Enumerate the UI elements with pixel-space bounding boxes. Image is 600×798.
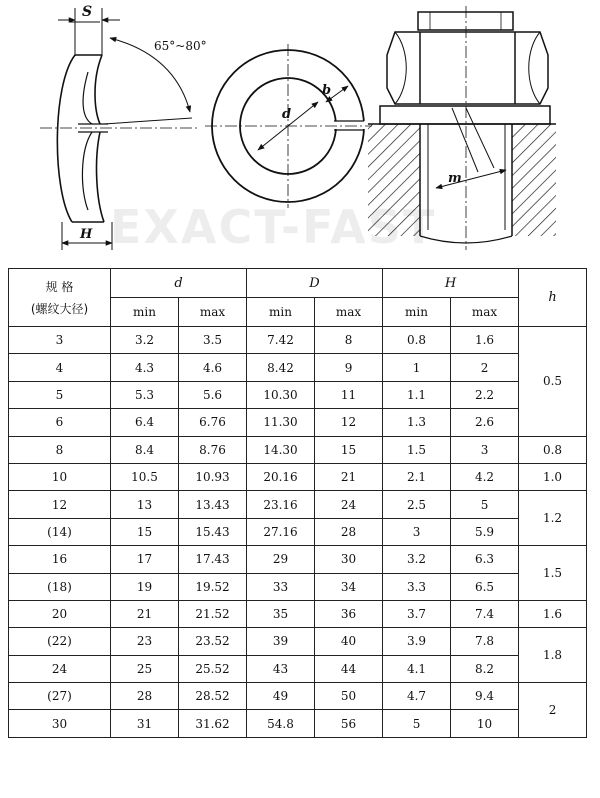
table-row [9, 600, 587, 627]
cell-D-max: 40 [315, 628, 383, 655]
cell-H-min: 1.3 [383, 409, 451, 436]
table-row [9, 655, 587, 682]
cell-H-min: 3.2 [383, 546, 451, 573]
cell-H-min: 3.7 [383, 600, 451, 627]
table-row [9, 683, 587, 710]
spec-header-line1: 规 格 [45, 279, 74, 294]
cell-D-max: 11 [315, 381, 383, 408]
cell-D-max: 56 [315, 710, 383, 737]
cell-D-max: 8 [315, 327, 383, 354]
b-label: b [322, 83, 332, 98]
cell-d-max: 19.52 [179, 573, 247, 600]
s-label: S [82, 4, 93, 20]
m-label: m [448, 171, 462, 186]
washer-top-view [205, 44, 372, 208]
cell-spec: (22) [9, 628, 111, 655]
cell-spec: (14) [9, 518, 111, 545]
cell-H-max: 1.6 [451, 327, 519, 354]
cell-H-max: 5 [451, 491, 519, 518]
cell-D-min: 54.8 [247, 710, 315, 737]
cell-H-max: 7.4 [451, 600, 519, 627]
watermark: EXACT-FAST [110, 200, 437, 254]
cell-d-min: 25 [111, 655, 179, 682]
cell-H-max: 3 [451, 436, 519, 463]
cell-d-max: 17.43 [179, 546, 247, 573]
cell-d-max: 15.43 [179, 518, 247, 545]
cell-d-min: 10.5 [111, 463, 179, 490]
cell-H-max: 5.9 [451, 518, 519, 545]
cell-H-min: 2.1 [383, 463, 451, 490]
cell-D-max: 50 [315, 683, 383, 710]
cell-D-min: 11.30 [247, 409, 315, 436]
cell-D-max: 30 [315, 546, 383, 573]
cell-spec: 24 [9, 655, 111, 682]
cell-D-min: 7.42 [247, 327, 315, 354]
group-header-D: D [247, 269, 383, 298]
h-header: h [519, 269, 587, 327]
cell-d-min: 4.3 [111, 354, 179, 381]
cell-H-min: 3 [383, 518, 451, 545]
cell-spec: (27) [9, 683, 111, 710]
cell-H-max: 7.8 [451, 628, 519, 655]
cell-d-max: 31.62 [179, 710, 247, 737]
cell-spec: 4 [9, 354, 111, 381]
cell-spec: 5 [9, 381, 111, 408]
cell-D-min: 33 [247, 573, 315, 600]
cell-d-min: 5.3 [111, 381, 179, 408]
cell-H-min: 3.9 [383, 628, 451, 655]
cell-d-min: 28 [111, 683, 179, 710]
cell-spec: 10 [9, 463, 111, 490]
cell-spec: 12 [9, 491, 111, 518]
cell-D-max: 34 [315, 573, 383, 600]
cell-D-min: 49 [247, 683, 315, 710]
table-row [9, 710, 587, 737]
cell-D-max: 21 [315, 463, 383, 490]
angle-label: 65°~80° [154, 39, 207, 53]
subheader-max: max [451, 298, 519, 327]
cell-D-max: 15 [315, 436, 383, 463]
cell-d-min: 23 [111, 628, 179, 655]
cell-h: 1.2 [519, 491, 587, 546]
cell-D-max: 24 [315, 491, 383, 518]
cell-H-max: 2 [451, 354, 519, 381]
table-row [9, 546, 587, 573]
cell-h: 0.5 [519, 327, 587, 437]
cell-D-min: 20.16 [247, 463, 315, 490]
cell-D-max: 28 [315, 518, 383, 545]
table-row [9, 409, 587, 436]
cell-d-max: 10.93 [179, 463, 247, 490]
cell-D-min: 8.42 [247, 354, 315, 381]
cell-H-min: 4.7 [383, 683, 451, 710]
cell-spec: 3 [9, 327, 111, 354]
cell-H-min: 0.8 [383, 327, 451, 354]
table-row [9, 436, 587, 463]
spec-header-line2: (螺纹大径) [30, 301, 89, 316]
cell-d-max: 23.52 [179, 628, 247, 655]
subheader-min: min [111, 298, 179, 327]
cell-spec: (18) [9, 573, 111, 600]
cell-D-min: 43 [247, 655, 315, 682]
cell-d-min: 17 [111, 546, 179, 573]
cell-d-max: 28.52 [179, 683, 247, 710]
cell-H-min: 2.5 [383, 491, 451, 518]
d-label: d [282, 107, 292, 122]
cell-d-min: 6.4 [111, 409, 179, 436]
table-row [9, 463, 587, 490]
subheader-min: min [247, 298, 315, 327]
cell-D-min: 39 [247, 628, 315, 655]
cell-d-min: 31 [111, 710, 179, 737]
cell-D-min: 29 [247, 546, 315, 573]
cell-spec: 16 [9, 546, 111, 573]
cell-H-min: 5 [383, 710, 451, 737]
cell-D-max: 44 [315, 655, 383, 682]
cell-H-min: 4.1 [383, 655, 451, 682]
cell-H-max: 6.5 [451, 573, 519, 600]
cell-D-min: 10.30 [247, 381, 315, 408]
cell-H-max: 10 [451, 710, 519, 737]
cell-H-min: 1.5 [383, 436, 451, 463]
h-dim-label: H [80, 227, 93, 242]
cell-d-max: 13.43 [179, 491, 247, 518]
cell-H-min: 1.1 [383, 381, 451, 408]
cell-h: 1.5 [519, 546, 587, 601]
cell-D-min: 23.16 [247, 491, 315, 518]
cell-d-max: 21.52 [179, 600, 247, 627]
cell-H-max: 6.3 [451, 546, 519, 573]
cell-D-min: 35 [247, 600, 315, 627]
cell-H-max: 2.6 [451, 409, 519, 436]
table-row [9, 628, 587, 655]
cell-spec: 20 [9, 600, 111, 627]
cell-h: 2 [519, 683, 587, 738]
cell-d-min: 15 [111, 518, 179, 545]
cell-D-max: 36 [315, 600, 383, 627]
cell-D-max: 9 [315, 354, 383, 381]
cell-d-min: 13 [111, 491, 179, 518]
cell-d-max: 4.6 [179, 354, 247, 381]
cell-H-min: 3.3 [383, 573, 451, 600]
cell-d-max: 3.5 [179, 327, 247, 354]
cell-H-max: 4.2 [451, 463, 519, 490]
table-row [9, 491, 587, 518]
cell-h: 1.0 [519, 463, 587, 490]
cell-h: 0.8 [519, 436, 587, 463]
cell-h: 1.6 [519, 600, 587, 627]
spec-table [8, 268, 587, 738]
subheader-max: max [179, 298, 247, 327]
group-header-H: H [383, 269, 519, 298]
subheader-max: max [315, 298, 383, 327]
cell-d-max: 25.52 [179, 655, 247, 682]
cell-H-max: 2.2 [451, 381, 519, 408]
cell-d-min: 21 [111, 600, 179, 627]
cell-spec: 8 [9, 436, 111, 463]
cell-d-max: 8.76 [179, 436, 247, 463]
cell-D-min: 27.16 [247, 518, 315, 545]
cell-d-max: 6.76 [179, 409, 247, 436]
cell-spec: 6 [9, 409, 111, 436]
table-row [9, 573, 587, 600]
spec-header [9, 269, 111, 327]
table-row [9, 327, 587, 354]
cell-spec: 30 [9, 710, 111, 737]
subheader-min: min [383, 298, 451, 327]
cell-D-min: 14.30 [247, 436, 315, 463]
cell-H-max: 8.2 [451, 655, 519, 682]
cell-h: 1.8 [519, 628, 587, 683]
table-row [9, 381, 587, 408]
cell-H-max: 9.4 [451, 683, 519, 710]
group-header-d: d [111, 269, 247, 298]
cell-D-max: 12 [315, 409, 383, 436]
cell-H-min: 1 [383, 354, 451, 381]
cell-d-min: 8.4 [111, 436, 179, 463]
cell-d-max: 5.6 [179, 381, 247, 408]
cell-d-min: 3.2 [111, 327, 179, 354]
cell-d-min: 19 [111, 573, 179, 600]
table-row [9, 518, 587, 545]
table-row [9, 354, 587, 381]
